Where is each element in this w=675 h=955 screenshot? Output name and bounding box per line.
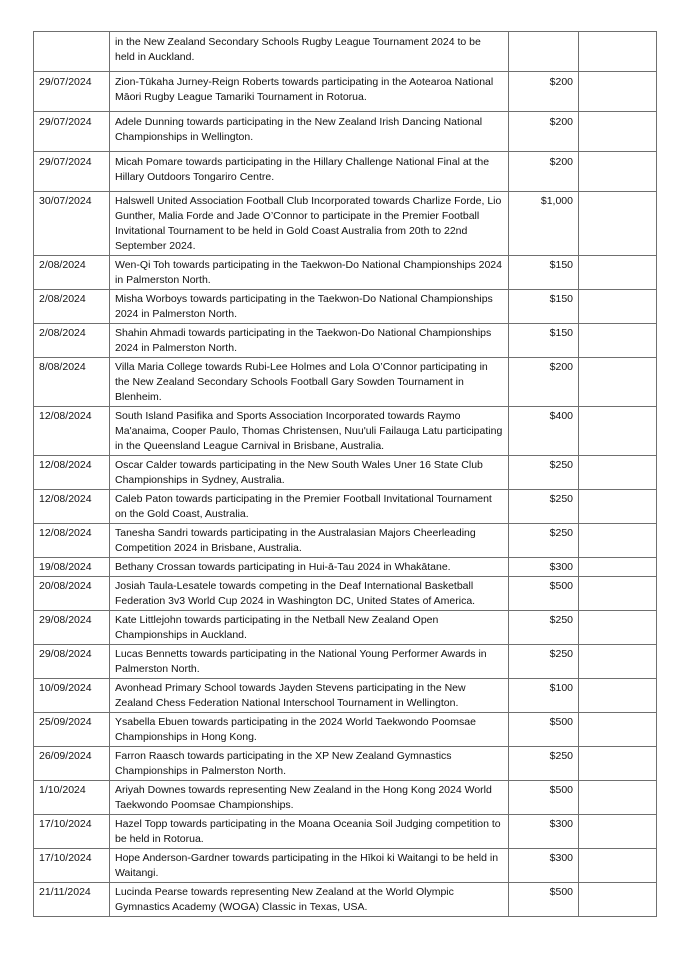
table-row [34,407,657,456]
empty-cell [579,324,657,358]
amount-cell: $400 [509,407,579,456]
amount-cell: $150 [509,290,579,324]
table-row [34,781,657,815]
grants-table-body [34,32,657,917]
date-cell: 29/08/2024 [34,611,110,645]
date-cell: 2/08/2024 [34,290,110,324]
description-cell: Adele Dunning towards participating in the New Zealand Irish Dancing National Championships in Wellington. [110,112,509,152]
table-row [34,883,657,917]
table-row [34,324,657,358]
date-cell: 17/10/2024 [34,849,110,883]
table-row [34,456,657,490]
empty-cell [579,72,657,112]
table-row [34,358,657,407]
table-row [34,645,657,679]
date-cell: 26/09/2024 [34,747,110,781]
table-row [34,713,657,747]
amount-cell: $300 [509,815,579,849]
description-cell: Zion-Tūkaha Jurney-Reign Roberts towards participating in the Aotearoa National Māori Rugby League Tamariki Tournament in Rotorua. [110,72,509,112]
description-cell: Ariyah Downes towards representing New Zealand in the Hong Kong 2024 World Taekwondo Poomsae Championships. [110,781,509,815]
date-cell: 25/09/2024 [34,713,110,747]
date-cell: 29/07/2024 [34,152,110,192]
description-cell: Hazel Topp towards participating in the Moana Oceania Soil Judging competition to be held in Rotorua. [110,815,509,849]
amount-cell: $300 [509,558,579,577]
empty-cell [579,358,657,407]
description-cell: Ysabella Ebuen towards participating in the 2024 World Taekwondo Poomsae Championships in Hong Kong. [110,713,509,747]
amount-cell: $250 [509,524,579,558]
amount-cell: $100 [509,679,579,713]
table-row [34,524,657,558]
empty-cell [579,645,657,679]
date-cell: 8/08/2024 [34,358,110,407]
date-cell: 21/11/2024 [34,883,110,917]
table-row [34,611,657,645]
description-cell: in the New Zealand Secondary Schools Rugby League Tournament 2024 to be held in Auckland. [110,32,509,72]
description-cell: Halswell United Association Football Club Incorporated towards Charlize Forde, Lio Gunther, Malia Forde and Jade O’Connor to participate in the Premier Football Invitational Tournament to be held in Gold Coast Australia from 20th to 22nd September 2024. [110,192,509,256]
table-row [34,849,657,883]
table-row [34,256,657,290]
amount-cell: $500 [509,781,579,815]
description-cell: Kate Littlejohn towards participating in the Netball New Zealand Open Championships in Auckland. [110,611,509,645]
date-cell: 29/08/2024 [34,645,110,679]
date-cell: 17/10/2024 [34,815,110,849]
empty-cell [579,290,657,324]
table-row [34,32,657,72]
amount-cell: $150 [509,256,579,290]
empty-cell [579,883,657,917]
description-cell: Lucinda Pearse towards representing New Zealand at the World Olympic Gymnastics Academy (WOGA) Classic in Texas, USA. [110,883,509,917]
amount-cell: $250 [509,490,579,524]
empty-cell [579,747,657,781]
amount-cell: $200 [509,72,579,112]
date-cell: 1/10/2024 [34,781,110,815]
table-row [34,558,657,577]
empty-cell [579,490,657,524]
date-cell: 29/07/2024 [34,72,110,112]
amount-cell [509,32,579,72]
date-cell: 10/09/2024 [34,679,110,713]
description-cell: Misha Worboys towards participating in the Taekwon-Do National Championships 2024 in Palmerston North. [110,290,509,324]
description-cell: Josiah Taula-Lesatele towards competing in the Deaf International Basketball Federation 3v3 World Cup 2024 in Washington DC, United States of America. [110,577,509,611]
amount-cell: $500 [509,883,579,917]
date-cell: 2/08/2024 [34,324,110,358]
description-cell: Micah Pomare towards participating in the Hillary Challenge National Final at the Hillary Outdoors Tongariro Centre. [110,152,509,192]
date-cell: 2/08/2024 [34,256,110,290]
amount-cell: $200 [509,358,579,407]
empty-cell [579,256,657,290]
empty-cell [579,577,657,611]
date-cell: 19/08/2024 [34,558,110,577]
amount-cell: $1,000 [509,192,579,256]
empty-cell [579,407,657,456]
amount-cell: $250 [509,456,579,490]
empty-cell [579,152,657,192]
empty-cell [579,781,657,815]
description-cell: Caleb Paton towards participating in the Premier Football Invitational Tournament on the Gold Coast, Australia. [110,490,509,524]
grants-table [33,31,657,917]
table-row [34,72,657,112]
empty-cell [579,524,657,558]
description-cell: Villa Maria College towards Rubi-Lee Holmes and Lola O’Connor participating in the New Zealand Secondary Schools Football Gary Sowden Tournament in Blenheim. [110,358,509,407]
amount-cell: $250 [509,645,579,679]
amount-cell: $300 [509,849,579,883]
empty-cell [579,192,657,256]
description-cell: Hope Anderson-Gardner towards participating in the Hīkoi ki Waitangi to be held in Waitangi. [110,849,509,883]
empty-cell [579,558,657,577]
description-cell: Lucas Bennetts towards participating in the National Young Performer Awards in Palmerston North. [110,645,509,679]
date-cell [34,32,110,72]
empty-cell [579,611,657,645]
empty-cell [579,713,657,747]
empty-cell [579,679,657,713]
description-cell: Wen-Qi Toh towards participating in the Taekwon-Do National Championships 2024 in Palmerston North. [110,256,509,290]
amount-cell: $200 [509,152,579,192]
date-cell: 20/08/2024 [34,577,110,611]
description-cell: Tanesha Sandri towards participating in the Australasian Majors Cheerleading Competition 2024 in Brisbane, Australia. [110,524,509,558]
amount-cell: $200 [509,112,579,152]
description-cell: Shahin Ahmadi towards participating in the Taekwon-Do National Championships 2024 in Palmerston North. [110,324,509,358]
table-row [34,815,657,849]
date-cell: 12/08/2024 [34,407,110,456]
description-cell: Avonhead Primary School towards Jayden Stevens participating in the New Zealand Chess Federation National Interschool Tournament in Wellington. [110,679,509,713]
empty-cell [579,112,657,152]
amount-cell: $150 [509,324,579,358]
description-cell: South Island Pasifika and Sports Association Incorporated towards Raymo Ma'anaima, Cooper Paulo, Thomas Christensen, Nuu'uli Failauga Latu participating in the Queensland League Carnival in Brisbane, Australia. [110,407,509,456]
date-cell: 29/07/2024 [34,112,110,152]
date-cell: 30/07/2024 [34,192,110,256]
empty-cell [579,32,657,72]
amount-cell: $250 [509,747,579,781]
table-row [34,112,657,152]
empty-cell [579,456,657,490]
table-row [34,490,657,524]
table-row [34,577,657,611]
amount-cell: $500 [509,713,579,747]
empty-cell [579,849,657,883]
table-row [34,192,657,256]
description-cell: Bethany Crossan towards participating in Hui-ā-Tau 2024 in Whakātane. [110,558,509,577]
table-row [34,679,657,713]
table-row [34,152,657,192]
date-cell: 12/08/2024 [34,524,110,558]
description-cell: Oscar Calder towards participating in the New South Wales Uner 16 State Club Championships in Sydney, Australia. [110,456,509,490]
amount-cell: $250 [509,611,579,645]
table-row [34,747,657,781]
description-cell: Farron Raasch towards participating in the XP New Zealand Gymnastics Championships in Palmerston North. [110,747,509,781]
date-cell: 12/08/2024 [34,490,110,524]
date-cell: 12/08/2024 [34,456,110,490]
amount-cell: $500 [509,577,579,611]
table-row [34,290,657,324]
empty-cell [579,815,657,849]
